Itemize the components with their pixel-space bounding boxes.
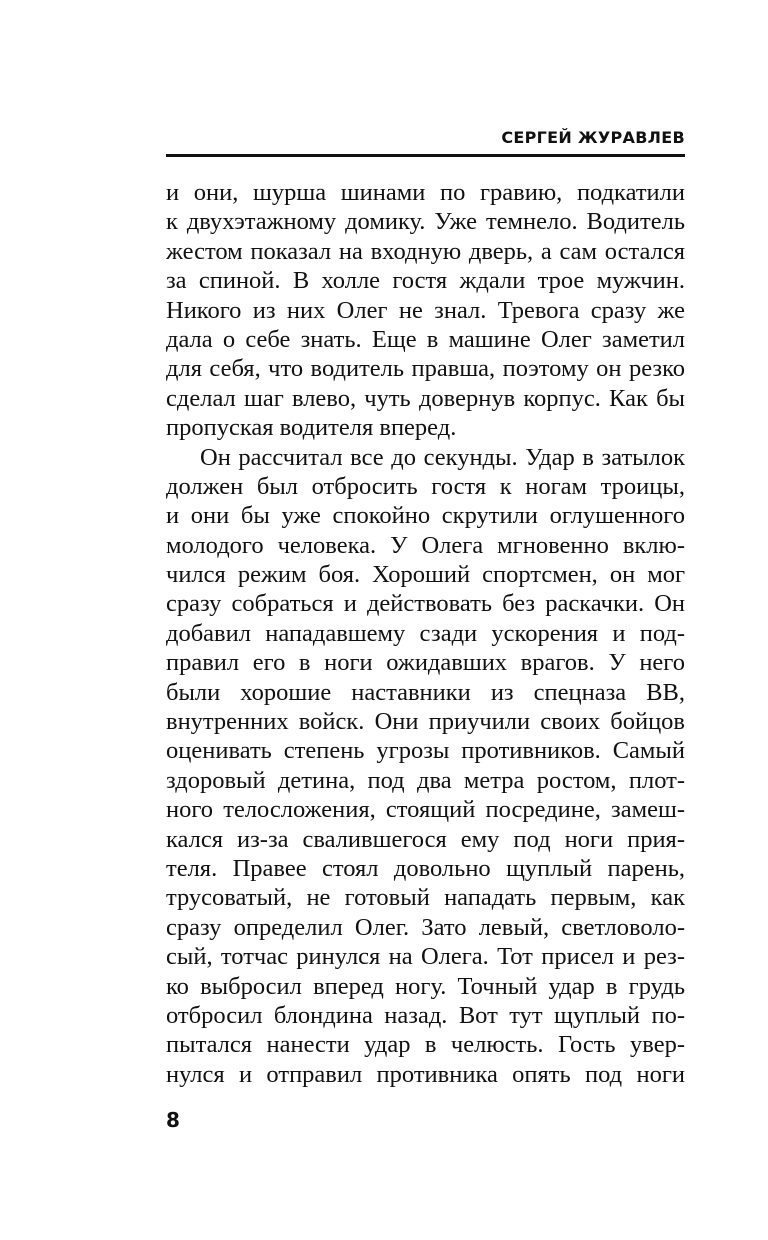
text-line: кался из-за свалившегося ему под ноги прия- bbox=[166, 825, 685, 853]
text-line: сделал шаг влево, чуть довернув корпус. Как бы bbox=[166, 384, 685, 412]
text-line: добавил нападавшему сзади ускорения и под- bbox=[166, 619, 685, 647]
text-line: теля. Правее стоял довольно щуплый парень, bbox=[166, 854, 685, 882]
text-line: ко выбросил вперед ногу. Точный удар в грудь bbox=[166, 972, 685, 1000]
text-line: молодого человека. У Олега мгновенно вклю- bbox=[166, 531, 685, 559]
text-line: для себя, что водитель правша, поэтому он резко bbox=[166, 355, 685, 383]
text-line: Он рассчитал все до секунды. Удар в затылок bbox=[200, 443, 685, 471]
text-line: внутренних войск. Они приучили своих бойцов bbox=[166, 708, 685, 736]
text-line: оценивать степень угрозы противников. Самый bbox=[166, 737, 685, 765]
text-line: ного телосложения, стоящий посредине, замеш- bbox=[166, 796, 685, 824]
text-line: и они, шурша шинами по гравию, подкатили bbox=[166, 179, 685, 206]
text-line: сразу определил Олег. Зато левый, светловоло- bbox=[166, 913, 685, 941]
text-line: дала о себе знать. Еще в машине Олег заметил bbox=[166, 325, 685, 353]
text-line: Никого из них Олег не знал. Тревога сразу же bbox=[166, 296, 685, 324]
text-line: и они бы уже спокойно скрутили оглушенного bbox=[166, 502, 685, 530]
body-text bbox=[166, 178, 685, 1089]
text-line: здоровый детина, под два метра ростом, плот- bbox=[166, 766, 685, 794]
text-line: были хорошие наставники из спецназа ВВ, bbox=[166, 678, 685, 706]
text-line: пытался нанести удар в челюсть. Гость увер- bbox=[166, 1031, 685, 1059]
text-line: должен был отбросить гостя к ногам троицы, bbox=[166, 472, 685, 500]
text-line: к двухэтажному домику. Уже темнело. Водитель bbox=[166, 208, 685, 236]
text-line: чился режим боя. Хороший спортсмен, он мог bbox=[166, 561, 685, 589]
text-line: трусоватый, не готовый нападать первым, как bbox=[166, 884, 685, 912]
text-line: сразу собраться и действовать без раскачки. Он bbox=[166, 590, 685, 618]
running-head-title: СЕРГЕЙ ЖУРАВЛЕВ bbox=[501, 128, 685, 147]
text-line: сый, тотчас ринулся на Олега. Тот присел и рез- bbox=[166, 943, 685, 971]
text-line: нулся и отправил противника опять под ноги bbox=[166, 1060, 685, 1088]
text-line: за спиной. В холле гостя ждали трое мужчин. bbox=[166, 267, 685, 295]
text-line: отбросил блондина назад. Вот тут щуплый по- bbox=[166, 1001, 685, 1029]
text-line: пропуская водителя вперед. bbox=[166, 414, 457, 442]
text-line: жестом показал на входную дверь, а сам остался bbox=[166, 237, 685, 265]
text-line: правил его в ноги ожидавших врагов. У него bbox=[166, 649, 685, 677]
page-number: 8 bbox=[166, 1108, 180, 1132]
header-rule bbox=[166, 154, 685, 157]
